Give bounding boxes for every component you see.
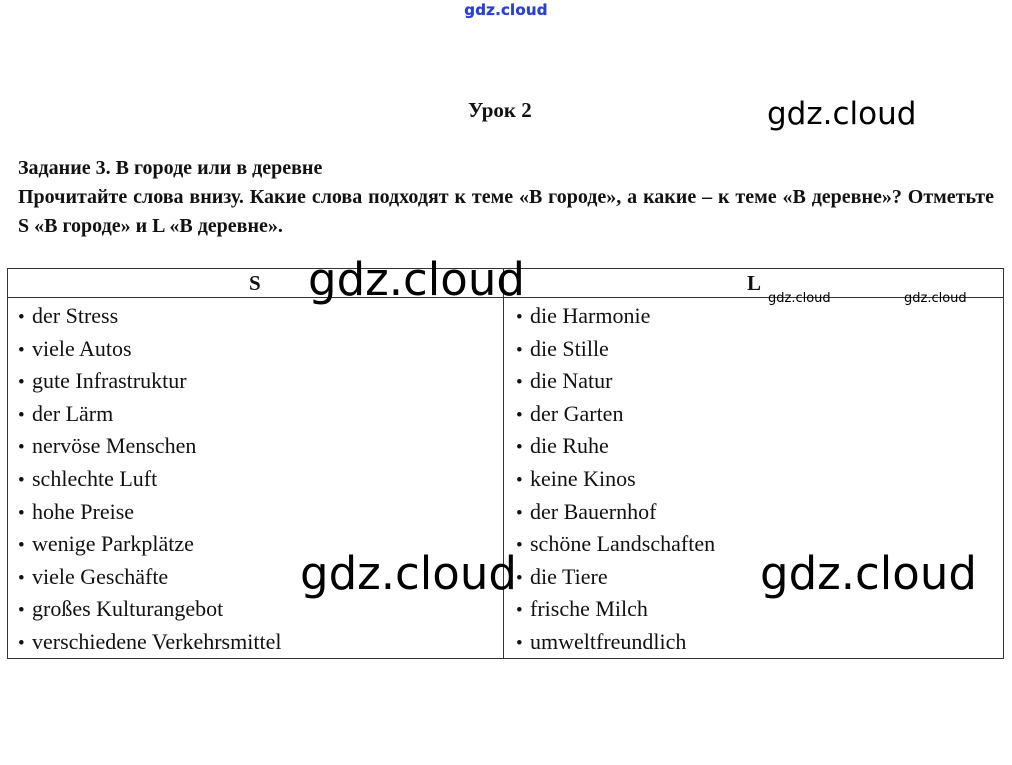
bullet-icon: • — [516, 469, 523, 491]
list-item-text: großes Kulturangebot — [32, 596, 224, 622]
bullet-icon: • — [18, 600, 25, 622]
list-item-text: die Stille — [530, 335, 609, 361]
list-item-text: der Stress — [32, 303, 119, 328]
list-item-text: umweltfreundlich — [530, 628, 687, 654]
bullet-icon: • — [516, 535, 523, 557]
bullet-icon: • — [18, 372, 25, 394]
task-instruction: Прочитайте слова внизу. Какие слова подходят к теме «В городе», а какие – к теме «В деревне»? Отметьте S «В городе» и L «В деревне». — [18, 186, 994, 237]
bullet-icon: • — [516, 339, 523, 361]
list-item-text: die Ruhe — [530, 433, 609, 459]
task-title: Задание 3. В городе или в деревне — [18, 157, 323, 179]
bullet-icon: • — [18, 632, 25, 654]
column-header-s: S — [249, 271, 261, 295]
list-item — [18, 301, 281, 334]
bullet-icon: • — [516, 600, 523, 622]
watermark-header-s: gdz.cloud — [308, 253, 525, 306]
list-item — [18, 497, 281, 530]
bullet-icon: • — [516, 632, 523, 654]
watermark-bottom-left: gdz.cloud — [300, 547, 517, 600]
list-item-text: viele Geschäfte — [32, 563, 169, 589]
list-l — [516, 301, 715, 660]
list-item-text: viele Autos — [32, 335, 132, 361]
list-item — [18, 464, 281, 497]
bullet-icon: • — [516, 307, 523, 328]
list-item-text: die Natur — [530, 368, 613, 394]
watermark-header-l-small-1: gdz.cloud — [768, 291, 831, 306]
bullet-icon: • — [18, 404, 25, 426]
list-item — [516, 301, 715, 334]
list-item — [516, 464, 715, 497]
list-item-text: keine Kinos — [530, 465, 636, 491]
list-item-text: der Lärm — [32, 400, 114, 426]
list-item — [18, 529, 281, 562]
list-item — [516, 366, 715, 399]
list-item-text: hohe Preise — [32, 498, 135, 524]
list-item — [516, 399, 715, 432]
bullet-icon: • — [18, 469, 25, 491]
list-item — [516, 594, 715, 627]
bullet-icon: • — [516, 404, 523, 426]
bullet-icon: • — [516, 567, 523, 589]
watermark-bottom-right: gdz.cloud — [760, 547, 977, 600]
list-item — [18, 594, 281, 627]
list-item-text: schöne Landschaften — [530, 531, 716, 557]
watermark-top — [0, 1, 1012, 19]
list-item-text: schlechte Luft — [32, 465, 158, 491]
bullet-icon: • — [18, 307, 25, 328]
list-item-text: verschiedene Verkehrsmittel — [32, 628, 282, 654]
list-item-text: nervöse Menschen — [32, 433, 197, 459]
lesson-title: Урок 2 — [468, 98, 532, 122]
word-table — [7, 268, 1004, 659]
list-item — [516, 431, 715, 464]
bullet-icon: • — [18, 567, 25, 589]
bullet-icon: • — [516, 372, 523, 394]
bullet-icon: • — [18, 339, 25, 361]
list-item — [18, 366, 281, 399]
bullet-icon: • — [516, 437, 523, 459]
list-item-text: wenige Parkplätze — [32, 531, 194, 557]
list-item — [18, 334, 281, 367]
column-header-l: L — [747, 271, 762, 295]
bullet-icon: • — [18, 437, 25, 459]
list-item — [516, 334, 715, 367]
list-item — [516, 497, 715, 530]
list-item-text: die Harmonie — [530, 303, 651, 328]
list-item — [516, 627, 715, 660]
list-item-text: gute Infrastruktur — [32, 368, 187, 394]
list-item-text: die Tiere — [530, 563, 608, 589]
list-item — [18, 562, 281, 595]
list-item-text: der Bauernhof — [530, 498, 657, 524]
bullet-icon: • — [516, 502, 523, 524]
list-s — [18, 301, 281, 660]
list-item — [18, 627, 281, 660]
list-item-text: der Garten — [530, 400, 624, 426]
list-item-text: frische Milch — [530, 596, 648, 622]
bullet-icon: • — [18, 502, 25, 524]
bullet-icon: • — [18, 535, 25, 557]
list-item — [18, 399, 281, 432]
list-item — [516, 529, 715, 562]
watermark-upper-right: gdz.cloud — [767, 96, 917, 132]
list-item — [516, 562, 715, 595]
watermark-header-l-small-2: gdz.cloud — [904, 291, 967, 306]
task-block — [18, 154, 994, 241]
list-item — [18, 431, 281, 464]
watermark-top-text: gdz.cloud — [464, 1, 548, 19]
